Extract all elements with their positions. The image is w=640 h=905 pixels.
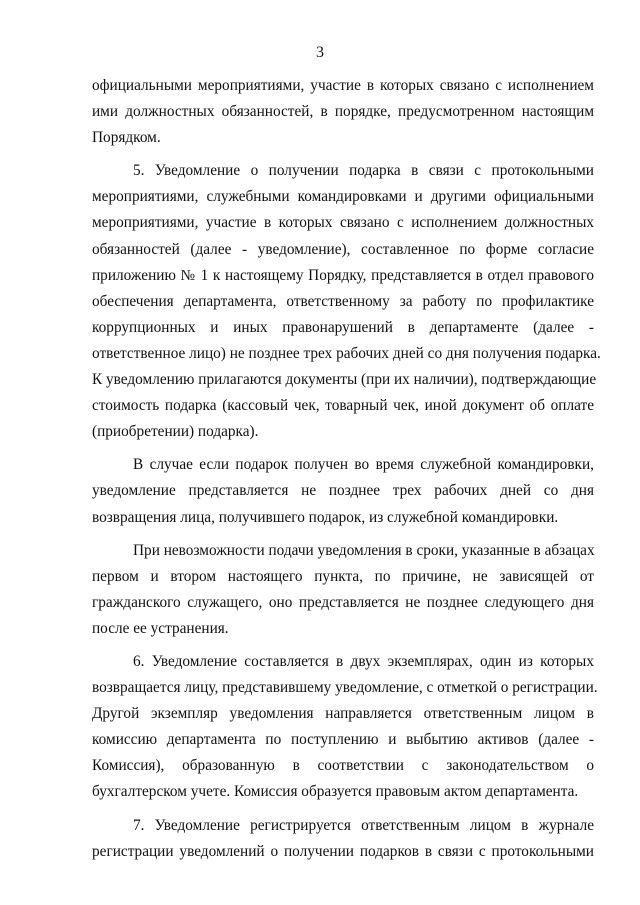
text-line: ответственное лицо) не позднее трех рабочих дней со дня получения подарка. bbox=[92, 344, 601, 362]
text-line: мероприятиями, служебными командировками и другими официальными bbox=[92, 188, 594, 206]
paragraph-item-5 bbox=[92, 158, 601, 445]
text-line: Комиссия), образованную в соответствии с законодательством о bbox=[92, 757, 594, 775]
text-line: уведомление представляется не позднее трех рабочих дней со дня bbox=[92, 482, 594, 500]
text-line: приложению № 1 к настоящему Порядку, представляется в отдел правового bbox=[92, 266, 594, 284]
text-line: после ее устранения. bbox=[92, 619, 229, 637]
text-line: При невозможности подачи уведомления в сроки, указанные в абзацах bbox=[133, 541, 595, 559]
text-line: В случае если подарок получен во время служебной командировки, bbox=[133, 456, 594, 474]
paragraph-item-6 bbox=[92, 649, 598, 806]
text-line: 6. Уведомление составляется в двух экземплярах, один из которых bbox=[133, 652, 594, 670]
text-line: первом и втором настоящего пункта, по причине, не зависящей от bbox=[92, 567, 594, 585]
text-line: Порядком. bbox=[92, 129, 161, 147]
paragraph-continuation bbox=[92, 73, 594, 151]
text-line: К уведомлению прилагаются документы (при их наличии), подтверждающие bbox=[92, 371, 597, 389]
text-line: 5. Уведомление о получении подарка в связи с протокольными bbox=[133, 162, 594, 180]
text-line: (приобретении) подарка). bbox=[92, 423, 259, 441]
text-line: Другой экземпляр уведомления направляется ответственным лицом в bbox=[92, 705, 594, 723]
paragraph-business-trip bbox=[92, 452, 594, 530]
document-body bbox=[92, 73, 601, 865]
text-line: ими должностных обязанностей, в порядке, предусмотренном настоящим bbox=[92, 103, 594, 121]
paragraph-item-7 bbox=[92, 813, 594, 865]
text-line: обязанностей (далее - уведомление), составленное по форме согласие bbox=[92, 240, 594, 258]
page-number: 3 bbox=[316, 44, 324, 61]
text-line: возвращается лицу, представившему уведомление, с отметкой о регистрации. bbox=[92, 679, 598, 697]
text-line: возвращения лица, получившего подарок, из служебной командировки. bbox=[92, 508, 559, 526]
text-line: бухгалтерском учете. Комиссия образуется правовым актом департамента. bbox=[92, 783, 579, 801]
text-line: официальными мероприятиями, участие в которых связано с исполнением bbox=[92, 77, 594, 94]
text-line: 7. Уведомление регистрируется ответственным лицом в журнале bbox=[133, 816, 594, 834]
text-line: коррупционных и иных правонарушений в департаменте (далее - bbox=[92, 318, 594, 336]
paragraph-impossibility bbox=[92, 538, 594, 642]
text-line: обеспечения департамента, ответственному за работу по профилактике bbox=[92, 292, 594, 310]
text-line: стоимость подарка (кассовый чек, товарный чек, иной документ об оплате bbox=[92, 397, 594, 415]
text-line: гражданского служащего, оно представляется не позднее следующего дня bbox=[92, 593, 594, 611]
text-line: комиссию департамента по поступлению и выбытию активов (далее - bbox=[92, 731, 594, 749]
text-line: мероприятиями, участие в которых связано с исполнением должностных bbox=[92, 214, 594, 232]
text-line: регистрации уведомлений о получении подарков в связи с протокольными bbox=[92, 842, 594, 860]
